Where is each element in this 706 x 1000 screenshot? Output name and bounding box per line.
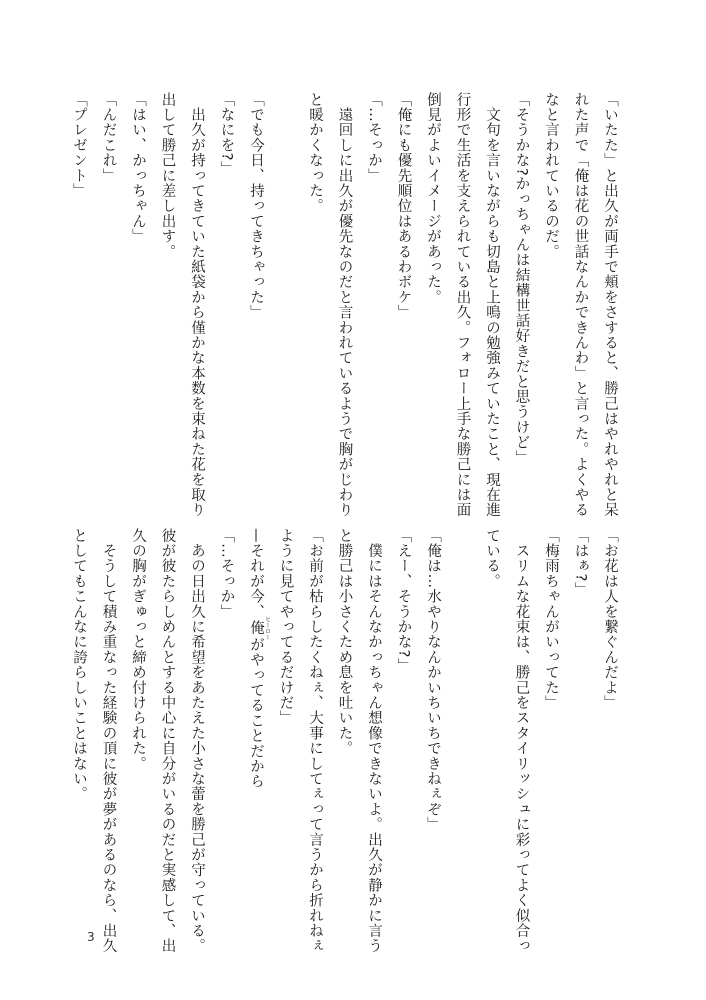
text-line: 倒見がよいイメージがあった。: [425, 92, 441, 305]
text-line: スリムな花束は、勝己をスタイリッシュに彩ってよく似合っ: [513, 528, 530, 954]
text-line: 僕にはそんなかっちゃん想像できないよ。出久が静かに言う: [366, 528, 382, 954]
text-line: 「でも今日、持ってきちゃった」: [248, 92, 264, 320]
text-line: 出久が持ってきていた紙袋から僅かな本数を束ねた花を取り: [189, 92, 205, 518]
text-line: そうして積み重なった経験の頂に彼が夢があるのなら、出久: [100, 528, 117, 954]
text-line: れた声で「俺は花の世話なんかできんわ」と言った。よくやる: [572, 92, 589, 518]
text-line: 「お花は人を繋ぐんだよ」: [602, 528, 618, 711]
text-line: あの日出久に希望をあたえた小さな蕾を勝己が守っている。: [189, 528, 205, 954]
text-line: ように見てやってるだけだ」: [277, 528, 294, 726]
blank-line: [447, 528, 477, 920]
text-line: 「そうかな?かっちゃんは結構世話好きだと思うけど」: [513, 92, 530, 466]
text-line: 「…そっか」: [366, 92, 382, 184]
text-line: なと言われているのだ。: [543, 92, 559, 260]
text-line: ている。: [484, 528, 500, 589]
blank-line: [270, 92, 300, 484]
text-line: と暖かくなった。: [307, 92, 323, 214]
text-line: 彼が彼たらしめんとする中心に自分がいるのだと実感して、出: [159, 528, 176, 954]
text-column-bottom: [71, 528, 624, 954]
hero-line-before: —それが今、: [248, 528, 264, 620]
page-number: 3: [87, 930, 95, 944]
text-line: 「はぁ?」: [572, 528, 589, 598]
text-line: 「…そっか」: [218, 528, 235, 620]
text-column-top: [71, 92, 624, 518]
text-line: としてもこんなに誇らしいことはない。: [71, 528, 87, 802]
text-line: 「プレゼント」: [71, 92, 87, 199]
text-line: 「梅雨ちゃんがいってた」: [543, 528, 559, 711]
text-line: 久の胸がぎゅっと締め付けられた。: [130, 528, 146, 772]
text-line: 「んだこれ」: [100, 92, 117, 184]
hero-ruby-base: 俺: [248, 616, 264, 641]
text-line: 「俺にも優先順位はあるわボケ」: [395, 92, 412, 320]
hero-ruby: [248, 616, 271, 641]
text-line: 行形で生活を支えられている出久。フォロー上手な勝己には面: [454, 92, 471, 518]
text-line: 遠回しに出久が優先なのだと言われているようで胸がじわり: [336, 92, 353, 518]
text-line: 「えー、そうかな?」: [395, 528, 412, 674]
hero-ruby-line: [241, 528, 271, 920]
text-line: 「俺は…水やりなんかいちいちできねぇぞ」: [425, 528, 441, 832]
text-line: 「なにを?」: [218, 92, 235, 177]
hero-line-after: がやってることだから: [248, 637, 264, 790]
text-line: 「はい、かっちゃん」: [130, 92, 146, 244]
text-line: 「お前が枯らしたくねぇ、大事にしてぇって言うから折れねぇ: [307, 528, 323, 954]
hero-ruby-reading: ヒーロー: [263, 616, 271, 641]
text-line: と勝己は小さくため息を吐いた。: [336, 528, 353, 756]
text-line: 「いたた」と出久が両手で頬をさすると、勝己はやれやれと呆: [602, 92, 618, 518]
text-line: 出して勝己に差し出す。: [159, 92, 176, 260]
text-line: 文句を言いながらも切島と上鳴の勉強みていたこと、現在進: [484, 92, 500, 518]
